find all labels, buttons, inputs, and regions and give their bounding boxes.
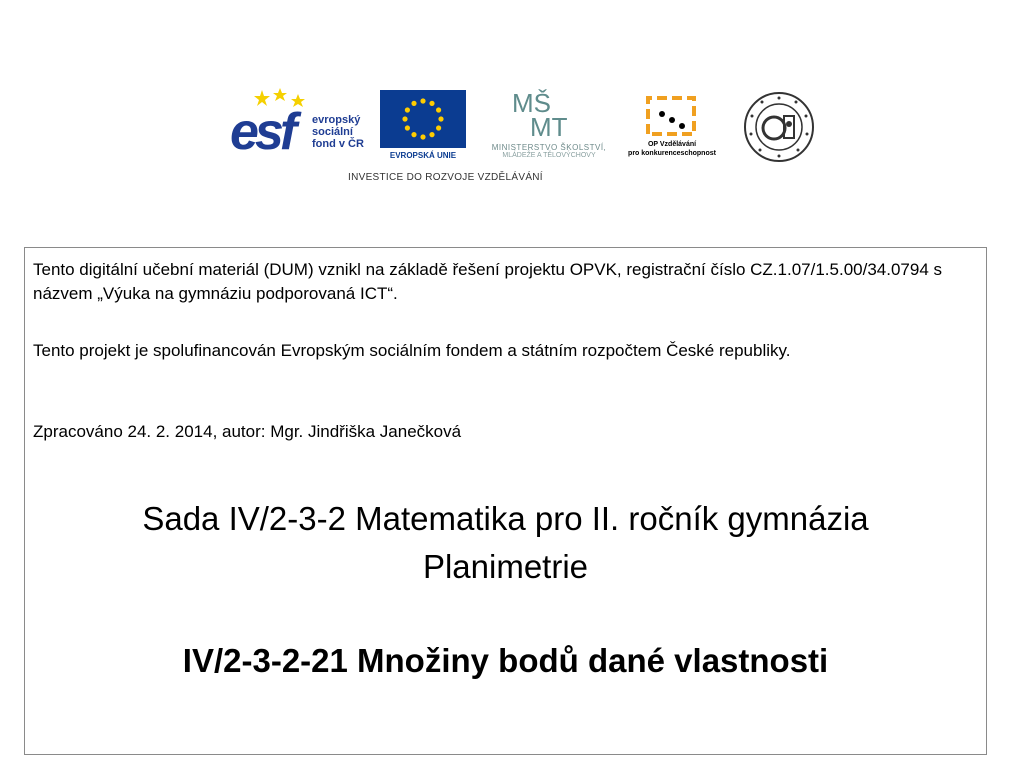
esf-letters: esf <box>230 103 294 161</box>
gymnasium-seal-icon <box>742 90 816 164</box>
intro-paragraph: Tento digitální učební materiál (DUM) vznikl na základě řešení projektu OPVK, registrační číslo CZ.1.07/1.5.00/34.0794 s názvem „Výuka na gymnáziu podporovaná ICT“. <box>33 260 943 303</box>
set-title: Sada IV/2-3-2 Matematika pro II. ročník gymnázia <box>142 500 869 537</box>
op-caption-line2: pro konkurenceschopnost <box>628 150 716 157</box>
svg-text:MT: MT <box>530 112 568 140</box>
author-line: Zpracováno 24. 2. 2014, autor: Mgr. Jindřiška Janečková <box>33 422 462 441</box>
set-subtitle: Planimetrie <box>422 548 589 585</box>
content-frame <box>24 247 987 755</box>
eu-caption: EVROPSKÁ UNIE <box>389 151 457 160</box>
logo-tagline: INVESTICE DO ROZVOJE VZDĚLÁVÁNÍ <box>348 172 543 183</box>
esf-caption-line2: sociální <box>312 126 353 138</box>
logo-banner <box>222 84 832 194</box>
esf-caption-line3: fond v ČR <box>312 138 364 150</box>
msmt-caption-line1: MINISTERSTVO ŠKOLSTVÍ, <box>491 143 607 152</box>
esf-caption-line1: evropský <box>312 114 361 126</box>
msmt-logo-icon <box>510 88 582 140</box>
svg-text:MŠ: MŠ <box>512 88 551 118</box>
funding-paragraph: Tento projekt je spolufinancován Evropským sociálním fondem a státním rozpočtem České republiky. <box>33 341 791 360</box>
op-caption-line1: OP Vzdělávání <box>647 141 697 148</box>
lesson-title: IV/2-3-2-21 Množiny bodů dané vlastnosti <box>182 642 829 679</box>
op-vzdelavani-logo-icon <box>642 94 700 140</box>
eu-flag-icon <box>380 90 466 148</box>
msmt-caption-line2: MLÁDEŽE A TĚLOVÝCHOVY <box>502 152 596 159</box>
esf-caption <box>312 114 364 150</box>
